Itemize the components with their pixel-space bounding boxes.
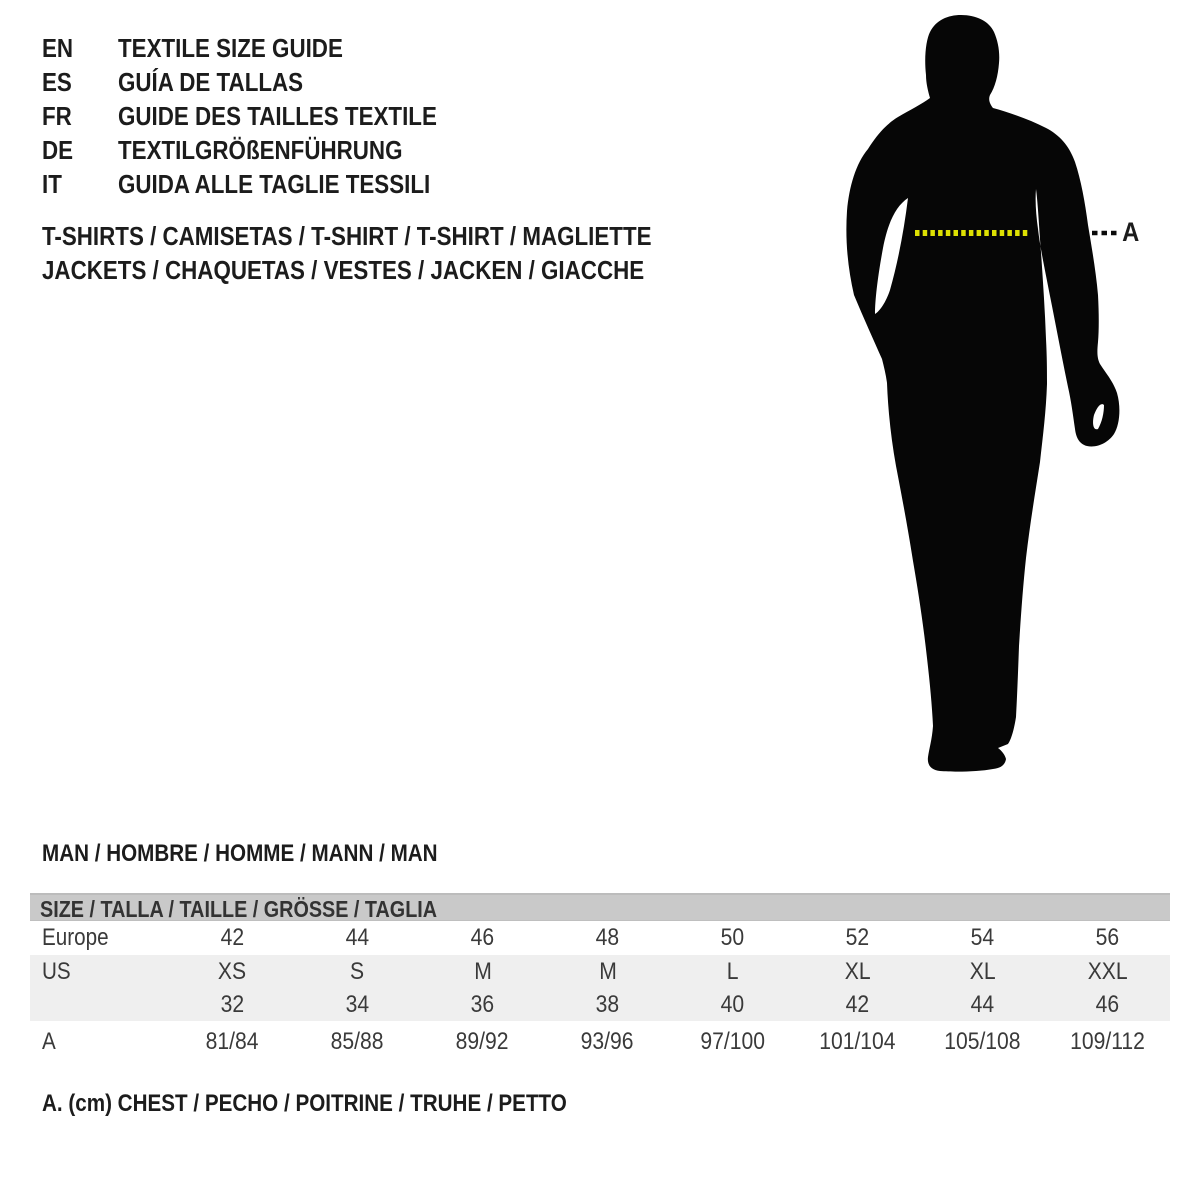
cell: 42 bbox=[845, 991, 870, 1018]
cell: 40 bbox=[720, 991, 745, 1018]
language-code: DE bbox=[42, 135, 74, 165]
language-row-en bbox=[42, 31, 489, 65]
cell: 52 bbox=[845, 924, 870, 951]
language-row-fr bbox=[42, 99, 489, 133]
size-table bbox=[30, 893, 1170, 1059]
table-row-europe bbox=[30, 921, 1170, 955]
cell: 48 bbox=[595, 924, 620, 951]
cell: 34 bbox=[345, 991, 370, 1018]
cell: 81/84 bbox=[206, 1028, 259, 1055]
category-list bbox=[42, 219, 751, 287]
cell: 44 bbox=[345, 924, 370, 951]
language-row-es bbox=[42, 65, 489, 99]
language-legend bbox=[42, 31, 489, 201]
row-label: Europe bbox=[42, 924, 109, 951]
table-row-us bbox=[30, 955, 1170, 988]
language-code: EN bbox=[42, 33, 74, 63]
cell: 46 bbox=[1095, 991, 1120, 1018]
cell: 54 bbox=[970, 924, 995, 951]
cell: 109/112 bbox=[1070, 1028, 1145, 1055]
man-silhouette bbox=[830, 0, 1130, 800]
cell: XXL bbox=[1087, 958, 1128, 985]
silhouette-shape bbox=[846, 15, 1119, 772]
cell: XL bbox=[969, 958, 996, 985]
measure-label-a: A bbox=[1122, 217, 1140, 247]
cell: 97/100 bbox=[700, 1028, 765, 1055]
row-label: A bbox=[42, 1028, 56, 1055]
language-title: GUIDE DES TAILLES TEXTILE bbox=[118, 101, 437, 131]
cell: 101/104 bbox=[819, 1028, 896, 1055]
cell: XS bbox=[218, 958, 247, 985]
cell: 93/96 bbox=[581, 1028, 634, 1055]
language-title: TEXTILGRÖßENFÜHRUNG bbox=[118, 135, 403, 165]
cell: 32 bbox=[220, 991, 245, 1018]
language-row-de bbox=[42, 133, 489, 167]
cell: 105/108 bbox=[944, 1028, 1021, 1055]
table-row-chest-a bbox=[30, 1021, 1170, 1059]
cell: 36 bbox=[470, 991, 495, 1018]
cell: L bbox=[726, 958, 739, 985]
language-title: GUIDA ALLE TAGLIE TESSILI bbox=[118, 169, 431, 199]
cell: M bbox=[598, 958, 617, 985]
footnote-chest-measure: A. (cm) CHEST / PECHO / POITRINE / TRUHE / PETTO bbox=[42, 1090, 567, 1117]
language-title: TEXTILE SIZE GUIDE bbox=[118, 33, 343, 63]
cell: 46 bbox=[470, 924, 495, 951]
table-row-unlabeled bbox=[30, 988, 1170, 1021]
section-title-man: MAN / HOMBRE / HOMME / MANN / MAN bbox=[42, 840, 438, 867]
size-table-header: SIZE / TALLA / TAILLE / GRÖSSE / TAGLIA bbox=[30, 893, 1170, 921]
cell: 44 bbox=[970, 991, 995, 1018]
row-label: US bbox=[42, 958, 71, 985]
category-jackets: JACKETS / CHAQUETAS / VESTES / JACKEN / GIACCHE bbox=[42, 255, 645, 285]
cell: 89/92 bbox=[456, 1028, 509, 1055]
cell: S bbox=[350, 958, 365, 985]
cell: 42 bbox=[220, 924, 245, 951]
language-row-it bbox=[42, 167, 489, 201]
cell: 56 bbox=[1095, 924, 1120, 951]
language-code: IT bbox=[42, 169, 62, 199]
language-title: GUÍA DE TALLAS bbox=[118, 67, 304, 97]
cell: XL bbox=[844, 958, 871, 985]
cell: M bbox=[473, 958, 492, 985]
language-code: ES bbox=[42, 67, 72, 97]
cell: 50 bbox=[720, 924, 745, 951]
cell: 85/88 bbox=[331, 1028, 384, 1055]
language-code: FR bbox=[42, 101, 72, 131]
category-tshirts: T-SHIRTS / CAMISETAS / T-SHIRT / T-SHIRT / MAGLIETTE bbox=[42, 221, 652, 251]
cell: 38 bbox=[595, 991, 620, 1018]
